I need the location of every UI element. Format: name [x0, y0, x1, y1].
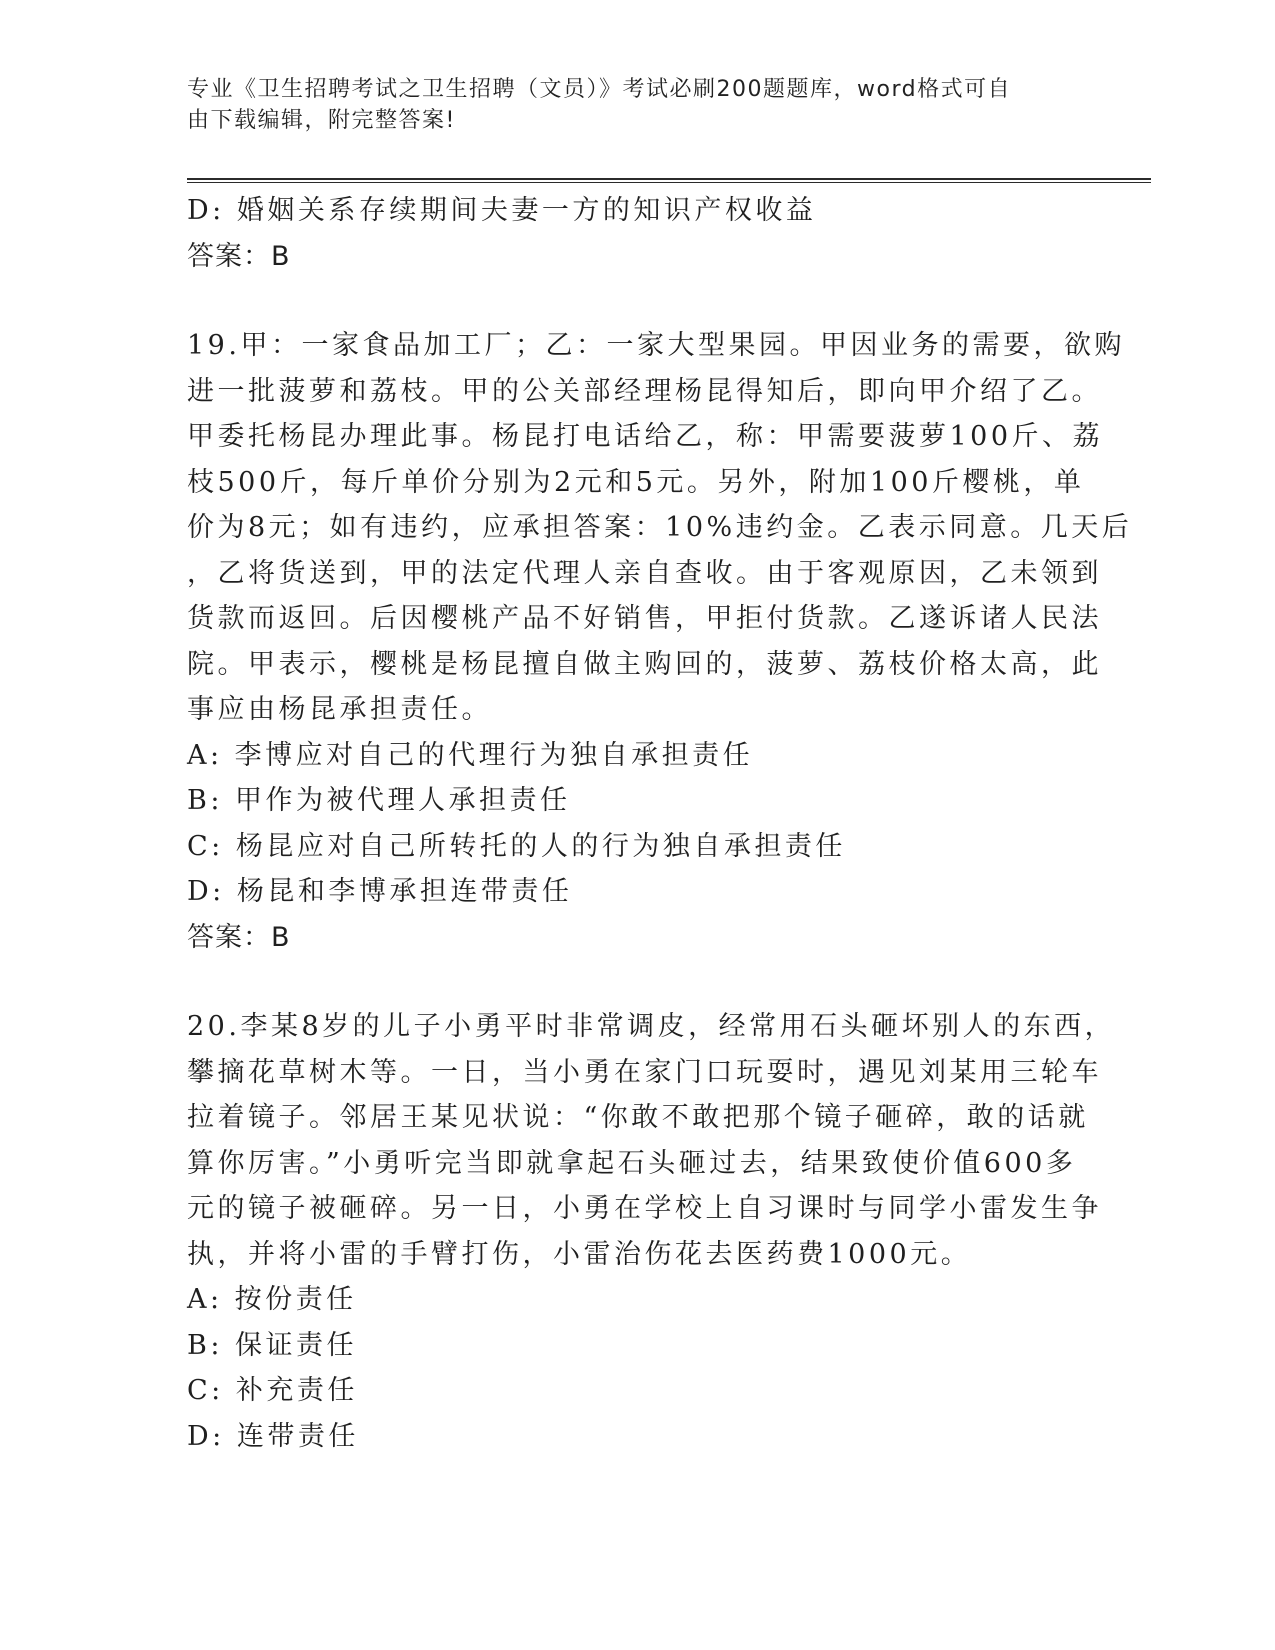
q20-text-line: 拉着镜子。邻居王某见状说：“你敢不敢把那个镜子砸碎，敢的话就 — [187, 1102, 1089, 1133]
q19-option-b: B: 甲作为被代理人承担责任 — [187, 785, 571, 816]
q20-option-b: B: 保证责任 — [187, 1329, 358, 1361]
q19-text-line: 甲委托杨昆办理此事。杨昆打电话给乙，称：甲需要菠萝100斤、荔 — [187, 421, 1104, 452]
q19-text-line: 货款而返回。后因樱桃产品不好销售，甲拒付货款。乙遂诉诸人民法 — [187, 603, 1102, 634]
q19-text-line: 院。甲表示，樱桃是杨昆擅自做主购回的，菠萝、荔枝价格太高，此 — [187, 648, 1102, 680]
q20-text-line: 执，并将小雷的手臂打伤，小雷治伤花去医药费1000元。 — [187, 1238, 972, 1270]
header-line-2: 由下载编辑，附完整答案! — [187, 108, 456, 133]
q20-text-line: 元的镜子被砸碎。另一日，小勇在学校上自习课时与同学小雷发生争 — [187, 1193, 1102, 1224]
q19-text-line: 枝500斤，每斤单价分别为2元和5元。另外，附加100斤樱桃，单 — [187, 466, 1085, 498]
q19-text-line: 价为8元；如有违约，应承担答案：10%违约金。乙表示同意。几天后 — [187, 512, 1133, 543]
header-divider — [187, 178, 1151, 183]
page-header — [187, 74, 1067, 136]
q19-answer: 答案：B — [187, 921, 291, 953]
q19-option-d: D: 杨昆和李博承担连带责任 — [187, 876, 573, 907]
question-content — [187, 188, 1133, 1459]
question-20 — [187, 1004, 1116, 1459]
q20-option-a: A: 按份责任 — [187, 1284, 357, 1315]
prev-answer: 答案：B — [187, 240, 291, 272]
q19-text-line: 进一批菠萝和荔枝。甲的公关部经理杨昆得知后，即向甲介绍了乙。 — [187, 375, 1102, 407]
q19-text-line: ，乙将货送到，甲的法定代理人亲自查收。由于客观原因，乙未领到 — [187, 557, 1102, 589]
question-19 — [187, 323, 1133, 960]
q20-option-d: D: 连带责任 — [187, 1420, 359, 1452]
q20-option-c: C: 补充责任 — [187, 1375, 358, 1406]
q19-text-line: 19.甲：一家食品加工厂；乙：一家大型果园。甲因业务的需要，欲购 — [187, 330, 1125, 361]
q20-text-line: 算你厉害。”小勇听完当即就拿起石头砸过去，结果致使价值600多 — [187, 1147, 1077, 1179]
q19-text-line: 事应由杨昆承担责任。 — [187, 694, 492, 725]
q20-text-line: 20.李某8岁的儿子小勇平时非常调皮，经常用石头砸坏别人的东西， — [187, 1011, 1116, 1042]
q19-option-a: A: 李博应对自己的代理行为独自承担责任 — [187, 739, 754, 771]
q20-text-line: 攀摘花草树木等。一日，当小勇在家门口玩耍时，遇见刘某用三轮车 — [187, 1056, 1102, 1088]
header-line-1: 专业《卫生招聘考试之卫生招聘（文员）》考试必刷200题题库，word格式可自 — [187, 77, 1012, 102]
prev-option-d: D: 婚姻关系存续期间夫妻一方的知识产权收益 — [187, 195, 817, 226]
q19-option-c: C: 杨昆应对自己所转托的人的行为独自承担责任 — [187, 830, 846, 862]
